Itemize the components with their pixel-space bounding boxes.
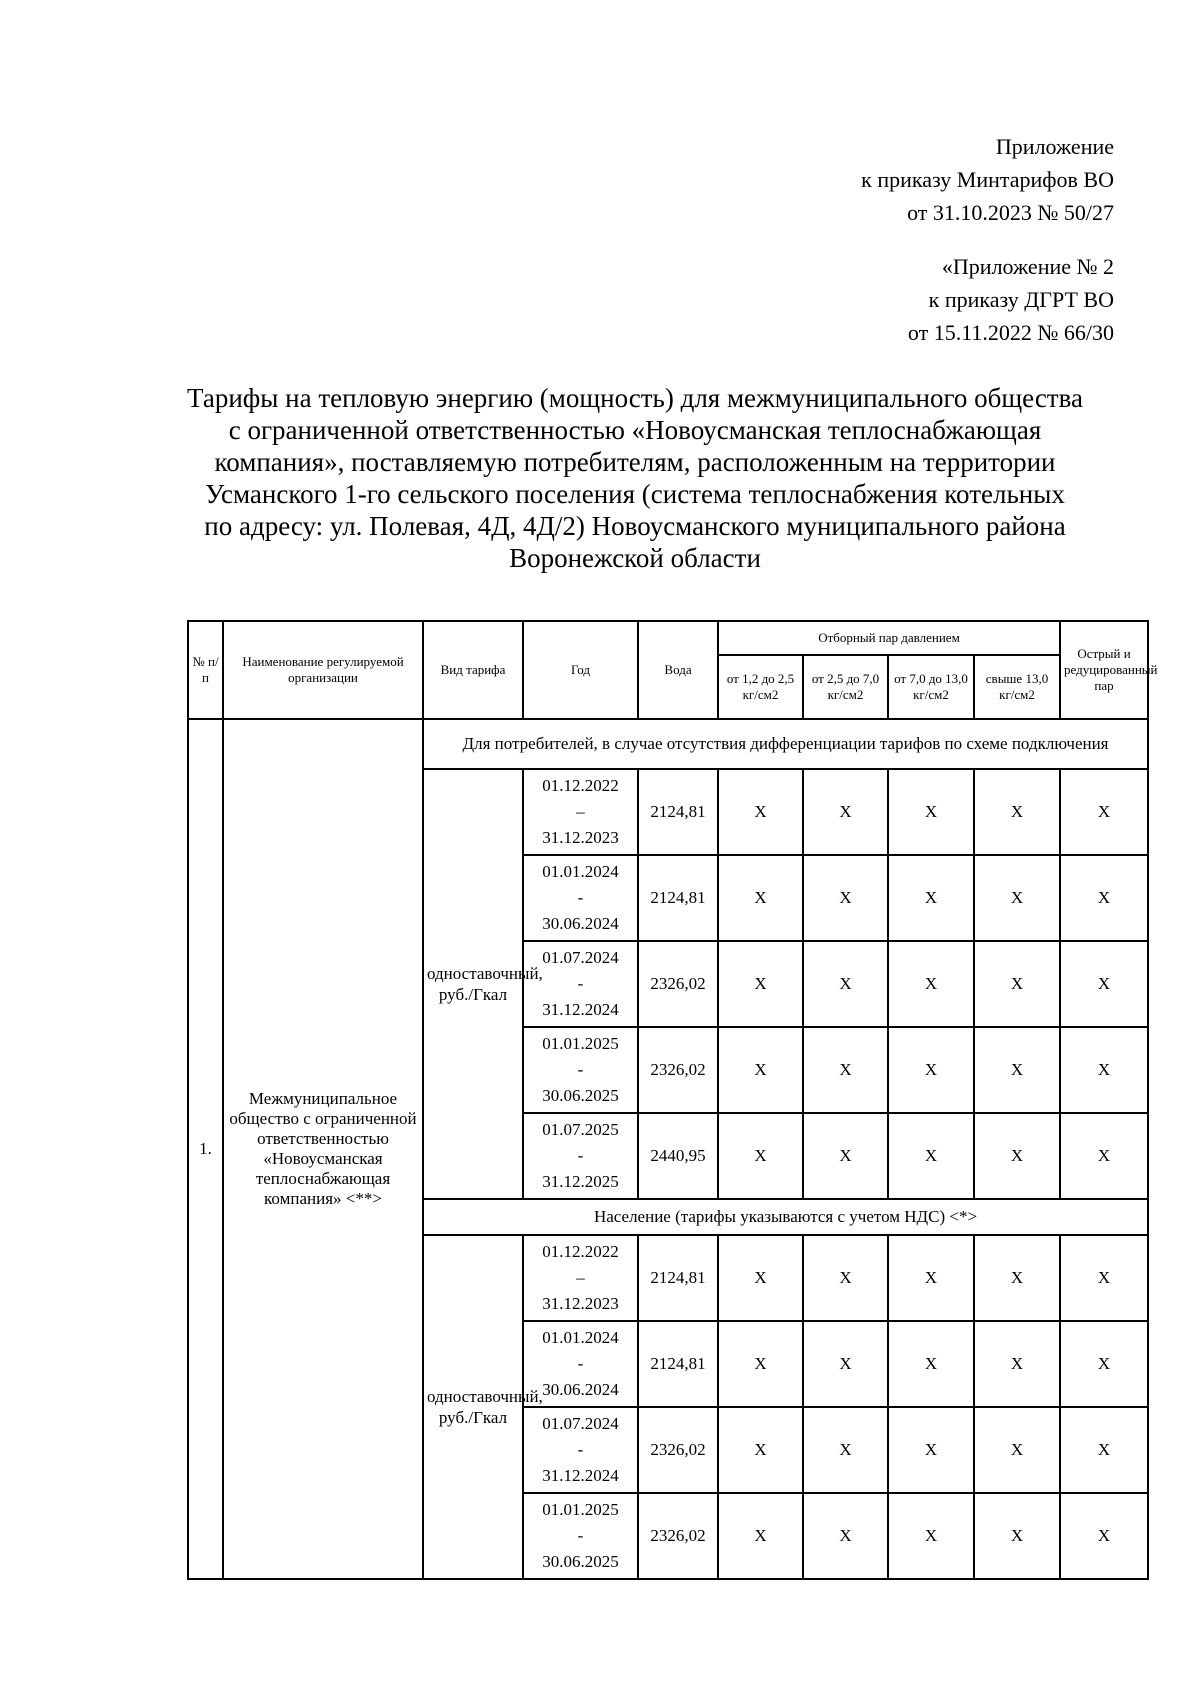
pressure-3-value: X: [888, 1113, 974, 1199]
pressure-2-value: X: [803, 1027, 888, 1113]
tariff-table: [187, 620, 1158, 1580]
pressure-3-value: X: [888, 1027, 974, 1113]
sharp-steam-value: X: [1060, 1407, 1148, 1493]
period-end: 31.12.2023: [542, 1294, 619, 1313]
water-value: 2326,02: [638, 1027, 718, 1113]
sharp-steam-value: X: [1060, 855, 1148, 941]
period-start: 01.01.2024: [542, 862, 619, 881]
original-appendix-header: [908, 250, 1114, 349]
header-pressure-1: от 1,2 до 2,5 кг/см2: [718, 655, 803, 719]
title-line-3: компания», поставляемую потребителям, расположенным на территории: [214, 447, 1056, 477]
period-sep: -: [577, 1354, 584, 1373]
pressure-2-value: X: [803, 769, 888, 855]
pressure-2-value: X: [803, 855, 888, 941]
water-value: 2326,02: [638, 1493, 718, 1579]
appendix-header: [861, 130, 1114, 229]
pressure-4-value: X: [974, 1493, 1060, 1579]
period-cell: [523, 769, 638, 855]
period-sep: -: [577, 1440, 584, 1459]
title-line-6: Воронежской области: [509, 543, 761, 573]
period-end: 30.06.2024: [542, 914, 619, 933]
pressure-3-value: X: [888, 855, 974, 941]
title-line-2: с ограниченной ответственностью «Новоусманская теплоснабжающая: [228, 415, 1042, 445]
pressure-1-value: X: [718, 941, 803, 1027]
header-year: Год: [523, 621, 638, 719]
section-title: Для потребителей, в случае отсутствия дифференциации тарифов по схеме подключения: [423, 719, 1148, 769]
sharp-steam-value: X: [1060, 769, 1148, 855]
water-value: 2124,81: [638, 855, 718, 941]
period-cell: [523, 1407, 638, 1493]
sharp-steam-value: X: [1060, 1113, 1148, 1199]
original-line-2: к приказу ДГРТ ВО: [928, 287, 1114, 312]
pressure-1-value: X: [718, 1027, 803, 1113]
header-pressure-2: от 2,5 до 7,0 кг/см2: [803, 655, 888, 719]
pressure-1-value: X: [718, 1493, 803, 1579]
appendix-line-2: к приказу Минтарифов ВО: [861, 167, 1114, 192]
period-start: 01.07.2024: [542, 1414, 619, 1433]
original-line-3: от 15.11.2022 № 66/30: [907, 320, 1114, 345]
header-pressure-3: от 7,0 до 13,0 кг/см2: [888, 655, 974, 719]
period-cell: [523, 1113, 638, 1199]
pressure-2-value: X: [803, 1113, 888, 1199]
pressure-2-value: X: [803, 1235, 888, 1321]
period-sep: –: [576, 802, 585, 821]
pressure-1-value: X: [718, 769, 803, 855]
pressure-4-value: X: [974, 1235, 1060, 1321]
period-end: 30.06.2024: [542, 1380, 619, 1399]
water-value: 2124,81: [638, 1321, 718, 1407]
pressure-4-value: X: [974, 941, 1060, 1027]
pressure-4-value: X: [974, 769, 1060, 855]
period-start: 01.12.2022: [542, 1242, 619, 1261]
pressure-2-value: X: [803, 941, 888, 1027]
period-cell: [523, 1027, 638, 1113]
period-sep: –: [576, 1268, 585, 1287]
document-title: [150, 382, 1120, 574]
header-pressure-4: свыше 13,0 кг/см2: [974, 655, 1060, 719]
pressure-4-value: X: [974, 1113, 1060, 1199]
title-line-5: по адресу: ул. Полевая, 4Д, 4Д/2) Новоусманского муниципального района: [204, 511, 1066, 541]
period-start: 01.12.2022: [542, 776, 619, 795]
pressure-1-value: X: [718, 1321, 803, 1407]
period-end: 30.06.2025: [542, 1552, 619, 1571]
title-line-1: Тарифы на тепловую энергию (мощность) для межмуниципального общества: [187, 383, 1083, 413]
pressure-2-value: X: [803, 1407, 888, 1493]
pressure-1-value: X: [718, 1407, 803, 1493]
water-value: 2124,81: [638, 769, 718, 855]
sharp-steam-value: X: [1060, 1493, 1148, 1579]
tariff-kind: одноставочный, руб./Гкал: [423, 769, 523, 1199]
pressure-3-value: X: [888, 1493, 974, 1579]
period-end: 31.12.2023: [542, 828, 619, 847]
period-end: 31.12.2024: [542, 1000, 619, 1019]
period-cell: [523, 1235, 638, 1321]
header-water: Вода: [638, 621, 718, 719]
period-start: 01.07.2025: [542, 1120, 619, 1139]
organization-name: Межмуниципальное общество с ограниченной ответственностью «Новоусманская теплоснабжающая компания» <**>: [223, 719, 423, 1579]
period-end: 31.12.2025: [542, 1172, 619, 1191]
appendix-line-3: от 31.10.2023 № 50/27: [907, 200, 1114, 225]
section-title: Население (тарифы указываются с учетом НДС) <*>: [423, 1199, 1148, 1235]
pressure-1-value: X: [718, 1113, 803, 1199]
period-end: 31.12.2024: [542, 1466, 619, 1485]
water-value: 2124,81: [638, 1235, 718, 1321]
pressure-2-value: X: [803, 1493, 888, 1579]
header-num: № п/п: [188, 621, 223, 719]
original-line-1: «Приложение № 2: [941, 254, 1114, 279]
header-org: Наименование регулируемой организации: [223, 621, 423, 719]
period-start: 01.01.2024: [542, 1328, 619, 1347]
period-end: 30.06.2025: [542, 1086, 619, 1105]
header-steam-group: Отборный пар давлением: [718, 621, 1060, 655]
period-cell: [523, 855, 638, 941]
row-number: 1.: [188, 719, 223, 1579]
pressure-2-value: X: [803, 1321, 888, 1407]
sharp-steam-value: X: [1060, 1321, 1148, 1407]
pressure-4-value: X: [974, 855, 1060, 941]
sharp-steam-value: X: [1060, 1027, 1148, 1113]
water-value: 2326,02: [638, 941, 718, 1027]
pressure-3-value: X: [888, 1407, 974, 1493]
header-sharp-steam: Острый и редуцированный пар: [1060, 621, 1148, 719]
period-start: 01.01.2025: [542, 1500, 619, 1519]
water-value: 2440,95: [638, 1113, 718, 1199]
pressure-3-value: X: [888, 941, 974, 1027]
tariff-kind: одноставочный, руб./Гкал: [423, 1235, 523, 1579]
period-cell: [523, 941, 638, 1027]
pressure-3-value: X: [888, 769, 974, 855]
title-line-4: Усманского 1-го сельского поселения (система теплоснабжения котельных: [205, 479, 1065, 509]
period-cell: [523, 1493, 638, 1579]
pressure-4-value: X: [974, 1321, 1060, 1407]
period-sep: -: [577, 1060, 584, 1079]
pressure-4-value: X: [974, 1027, 1060, 1113]
sharp-steam-value: X: [1060, 941, 1148, 1027]
pressure-4-value: X: [974, 1407, 1060, 1493]
pressure-1-value: X: [718, 1235, 803, 1321]
pressure-1-value: X: [718, 855, 803, 941]
period-sep: -: [577, 1146, 584, 1165]
period-start: 01.01.2025: [542, 1034, 619, 1053]
period-sep: -: [577, 974, 584, 993]
appendix-line-1: Приложение: [995, 134, 1114, 159]
header-kind: Вид тарифа: [423, 621, 523, 719]
period-start: 01.07.2024: [542, 948, 619, 967]
pressure-3-value: X: [888, 1235, 974, 1321]
pressure-3-value: X: [888, 1321, 974, 1407]
water-value: 2326,02: [638, 1407, 718, 1493]
period-sep: -: [577, 1526, 584, 1545]
sharp-steam-value: X: [1060, 1235, 1148, 1321]
period-sep: -: [577, 888, 584, 907]
